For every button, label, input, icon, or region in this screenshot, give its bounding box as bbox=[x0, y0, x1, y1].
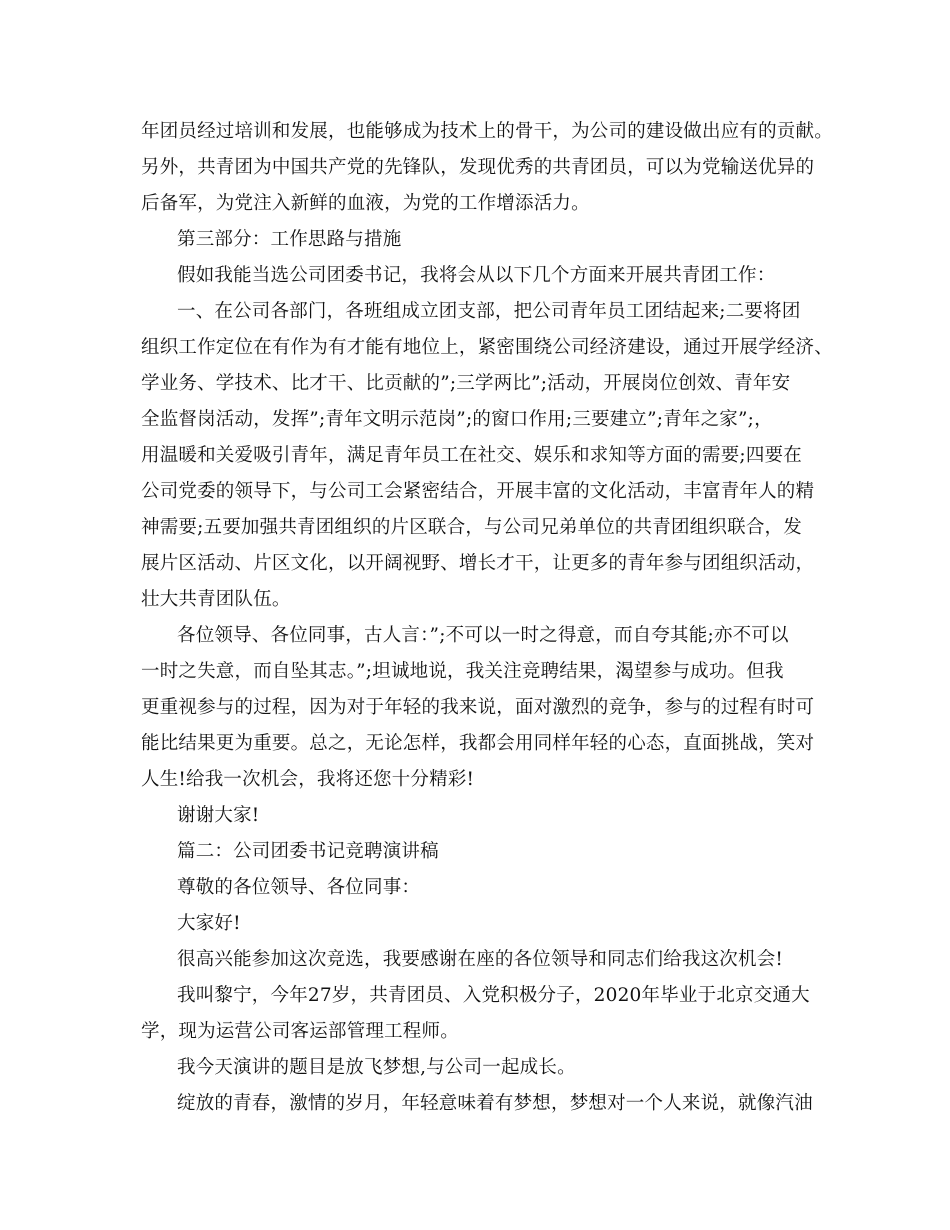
paragraph-line: 假如我能当选公司团委书记，我将会从以下几个方面来开展共青团工作： bbox=[177, 265, 776, 286]
paragraph-line: 大家好! bbox=[177, 913, 241, 934]
paragraph-line: 组织工作定位在有作为有才能有地位上，紧密围绕公司经济建设，通过开展学经济、 bbox=[141, 337, 833, 358]
paragraph-line: 全监督岗活动，发挥”;青年文明示范岗”;的窗口作用;三要建立”;青年之家”;， bbox=[141, 409, 773, 430]
paragraph-line: 年团员经过培训和发展，也能够成为技术上的骨干，为公司的建设做出应有的贡献。 bbox=[141, 121, 833, 142]
paragraph-line: 一、在公司各部门，各班组成立团支部，把公司青年员工团结起来;二要将团 bbox=[177, 301, 801, 322]
paragraph-line: 后备军，为党注入新鲜的血液，为党的工作增添活力。 bbox=[141, 193, 590, 214]
paragraph-line: 用温暖和关爱吸引青年，满足青年员工在社交、娱乐和求知等方面的需要;四要在 bbox=[141, 445, 802, 466]
paragraph-line: 一时之失意，而自坠其志。”;坦诚地说，我关注竞聘结果，渴望参与成功。但我 bbox=[141, 661, 784, 682]
paragraph-line: 绽放的青春，激情的岁月，年轻意味着有梦想，梦想对一个人来说，就像汽油 bbox=[177, 1093, 813, 1114]
paragraph-line: 更重视参与的过程，因为对于年轻的我来说，面对激烈的竞争，参与的过程有时可 bbox=[141, 697, 815, 718]
paragraph-line: 人生!给我一次机会，我将还您十分精彩! bbox=[141, 769, 475, 790]
paragraph-line: 我叫黎宁，今年27岁，共青团员、入党积极分子，2020年毕业于北京交通大 bbox=[177, 985, 810, 1006]
paragraph-line: 能比结果更为重要。总之，无论怎样，我都会用同样年轻的心态，直面挑战，笑对 bbox=[141, 733, 815, 754]
paragraph-line: 各位领导、各位同事，古人言：”;不可以一时之得意，而自夸其能;亦不可以 bbox=[177, 625, 789, 646]
paragraph-line: 公司党委的领导下，与公司工会紧密结合，开展丰富的文化活动，丰富青年人的精 bbox=[141, 481, 815, 502]
paragraph-line: 我今天演讲的题目是放飞梦想,与公司一起成长。 bbox=[177, 1057, 576, 1078]
paragraph-line: 谢谢大家! bbox=[177, 805, 260, 826]
paragraph-line: 学，现为运营公司客运部管理工程师。 bbox=[141, 1021, 459, 1042]
paragraph-line: 壮大共青团队伍。 bbox=[141, 589, 291, 610]
paragraph-line: 学业务、学技术、比才干、比贡献的”;三学两比”;活动，开展岗位创效、青年安 bbox=[141, 373, 791, 394]
paragraph-line: 神需要;五要加强共青团组织的片区联合，与公司兄弟单位的共青团组织联合，发 bbox=[141, 517, 802, 538]
paragraph-line: 很高兴能参加这次竞选，我要感谢在座的各位领导和同志们给我这次机会! bbox=[177, 949, 784, 970]
section-heading: 篇二：公司团委书记竞聘演讲稿 bbox=[177, 841, 439, 862]
paragraph-line: 展片区活动、片区文化，以开阔视野、增长才干，让更多的青年参与团组织活动， bbox=[141, 553, 815, 574]
section-heading: 第三部分：工作思路与措施 bbox=[177, 229, 402, 250]
paragraph-line: 尊敬的各位领导、各位同事： bbox=[177, 877, 421, 898]
paragraph-line: 另外，共青团为中国共产党的先锋队，发现优秀的共青团员，可以为党输送优异的 bbox=[141, 157, 815, 178]
